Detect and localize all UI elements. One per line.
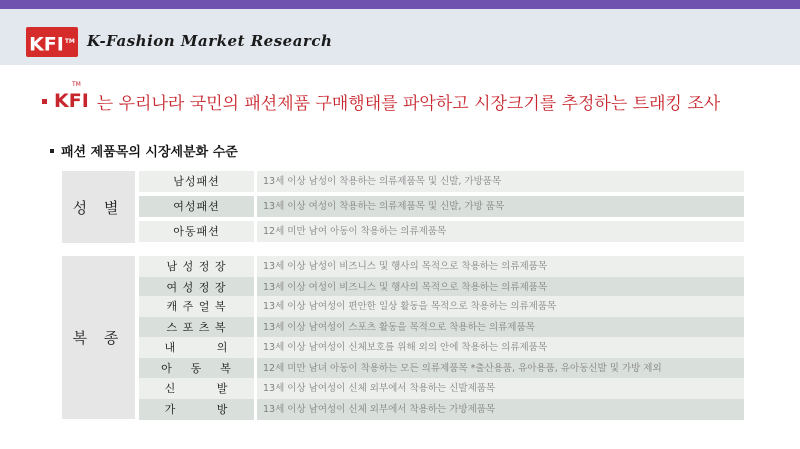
- headline-text: 는 우리나라 국민의 패션제품 구매행태를 파악하고 시장크기를 추정하는 트래킹 조사: [96, 93, 721, 114]
- description-cell: 13세 이상 남여성이 신체보호를 위해 외의 안에 착용하는 의류제품목: [257, 337, 744, 358]
- category-cell: 캐 주 얼 복: [139, 296, 254, 317]
- category-cell: 내 의: [139, 337, 254, 358]
- category-cell: 남 성 정 장: [139, 256, 254, 277]
- description-cell: 13세 이상 남성이 착용하는 의류제품목 및 신발, 가방품목: [257, 171, 744, 192]
- description-cell: 13세 이상 남여성이 신체 외부에서 착용하는 신발제품목: [257, 378, 744, 399]
- table-row: [139, 221, 744, 242]
- table-row: [139, 277, 744, 298]
- top-accent-bar: [0, 0, 800, 9]
- headline-brand-text: KFI: [54, 90, 89, 112]
- category-cell: 가 방: [139, 399, 254, 420]
- category-cell: 남성패션: [139, 171, 254, 192]
- description-cell: 12세 미만 남여 아동이 착용하는 의류제품목: [257, 221, 744, 242]
- description-cell: 13세 이상 남여성이 편안한 일상 활동을 목적으로 착용하는 의류제품목: [257, 296, 744, 317]
- table-row: [139, 171, 744, 192]
- category-cell: 스 포 츠 복: [139, 317, 254, 338]
- description-cell: 13세 이상 여성이 착용하는 의류제품목 및 신발, 가방 품목: [257, 196, 744, 217]
- description-cell: 13세 이상 남성이 비즈니스 및 행사의 목적으로 착용하는 의류제품목: [257, 256, 744, 277]
- kfi-logo: [26, 27, 78, 57]
- table-row: [139, 196, 744, 217]
- table-row: [139, 256, 744, 277]
- headline-brand-tm: TM: [72, 81, 81, 88]
- logo-text: KFI: [29, 33, 64, 56]
- square-bullet-icon: [50, 149, 54, 153]
- table-row: [139, 378, 744, 399]
- category-cell: 아 동 복: [139, 358, 254, 379]
- category-cell: 여성패션: [139, 196, 254, 217]
- table-row: [139, 337, 744, 358]
- description-cell: 13세 이상 남여성이 스포츠 활동을 목적으로 착용하는 의류제품목: [257, 317, 744, 338]
- description-cell: 13세 이상 남여성이 신체 외부에서 착용하는 가방제품목: [257, 399, 744, 420]
- category-cell: 여 성 정 장: [139, 277, 254, 298]
- table-row: [139, 296, 744, 317]
- description-cell: 12세 미만 남녀 아동이 착용하는 모든 의류제품목 *출산용품, 유아용품, 유아동신발 및 가방 제외: [257, 358, 744, 379]
- group-label-clothing-type: 복 종: [62, 256, 135, 419]
- section-title-text: 패션 제품목의 시장세분화 수준: [61, 145, 238, 160]
- headline-brand: [54, 81, 89, 112]
- logo-tm: TM: [64, 38, 75, 45]
- table-row: [139, 358, 744, 379]
- section-title: [50, 141, 238, 160]
- square-bullet-icon: [42, 99, 47, 104]
- category-cell: 신 발: [139, 378, 254, 399]
- header-title: K-Fashion Market Research: [87, 32, 333, 50]
- description-cell: 13세 이상 여성이 비즈니스 및 행사의 목적으로 착용하는 의류제품목: [257, 277, 744, 298]
- table-row: [139, 317, 744, 338]
- headline: [42, 81, 721, 114]
- table-row: [139, 399, 744, 420]
- group-label-gender: 성 별: [62, 171, 135, 243]
- category-cell: 아동패션: [139, 221, 254, 242]
